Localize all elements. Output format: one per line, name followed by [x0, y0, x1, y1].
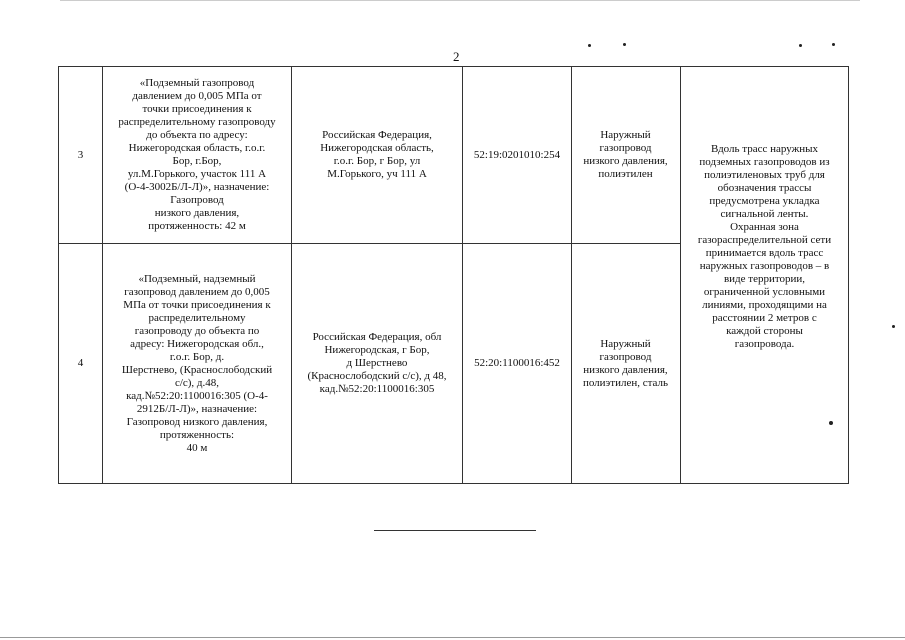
protection-zone-note-cell — [681, 67, 848, 483]
cadastral-number-cell: 52:19:0201010:254 — [473, 148, 561, 161]
scan-edge-top — [60, 0, 860, 1]
end-of-document-rule — [374, 530, 536, 531]
scan-speck — [623, 43, 626, 46]
material-cell: Наружный газопровод низкого давления, полиэтилен — [583, 129, 668, 180]
row-number-cell: 3 — [77, 148, 84, 161]
address-cell: Российская Федерация, обл Нижегородская, г Бор, д Шерстнево (Краснослободский с/с), д 48, кад.№52:20:1100016:305 — [307, 331, 447, 395]
scan-speck — [799, 44, 802, 47]
page-number: 2 — [453, 49, 460, 64]
scan-edge-bottom — [0, 637, 905, 638]
scan-speck — [832, 43, 835, 46]
object-description-cell: «Подземный, надземный газопровод давлением до 0,005 МПа от точки присоединения к распределительному газопроводу до объекта по адресу: Нижегородская обл., г.о.г. Бор, д. Шерстнево, (Краснослободский с/с), д.48, кад.№52:20:1100016:305 (О-4- 2912Б/Л-Л)», назначение: Газопровод низкого давления, протяженность: 40 м — [121, 272, 273, 454]
cadastral-number-cell: 52:20:1100016:452 — [474, 357, 560, 369]
scan-speck — [588, 44, 591, 47]
object-description-cell: «Подземный газопровод давлением до 0,005 МПа от точки присоединения к распределительному газопроводу до объекта по адресу: Нижегородская область, г.о.г. Бор, г.Бор, ул.М.Горького, участок 111 А (О-4-3002Б/Л-Л)», назначение: Газопровод низкого давления, протяженность: 42 м — [118, 77, 276, 232]
protection-zone-note: Вдоль трасс наружных подземных газопроводов из полиэтиленовых труб для обозначения трассы предусмотрена укладка сигнальной ленты. Охранная зона газораспределительной сети принимается вдоль трасс наружных газопроводов – в виде территории, ограниченной условными линиями, проходящими на расстоянии 2 метров с каждой стороны газопровода. — [697, 143, 832, 350]
scan-speck — [829, 421, 833, 425]
material-cell: Наружный газопровод низкого давления, полиэтилен, сталь — [582, 337, 669, 389]
address-cell: Российская Федерация, Нижегородская область, г.о.г. Бор, г Бор, ул М.Горького, уч 111 А — [320, 129, 434, 180]
scan-speck — [892, 325, 895, 328]
row-number-cell: 4 — [77, 357, 84, 369]
